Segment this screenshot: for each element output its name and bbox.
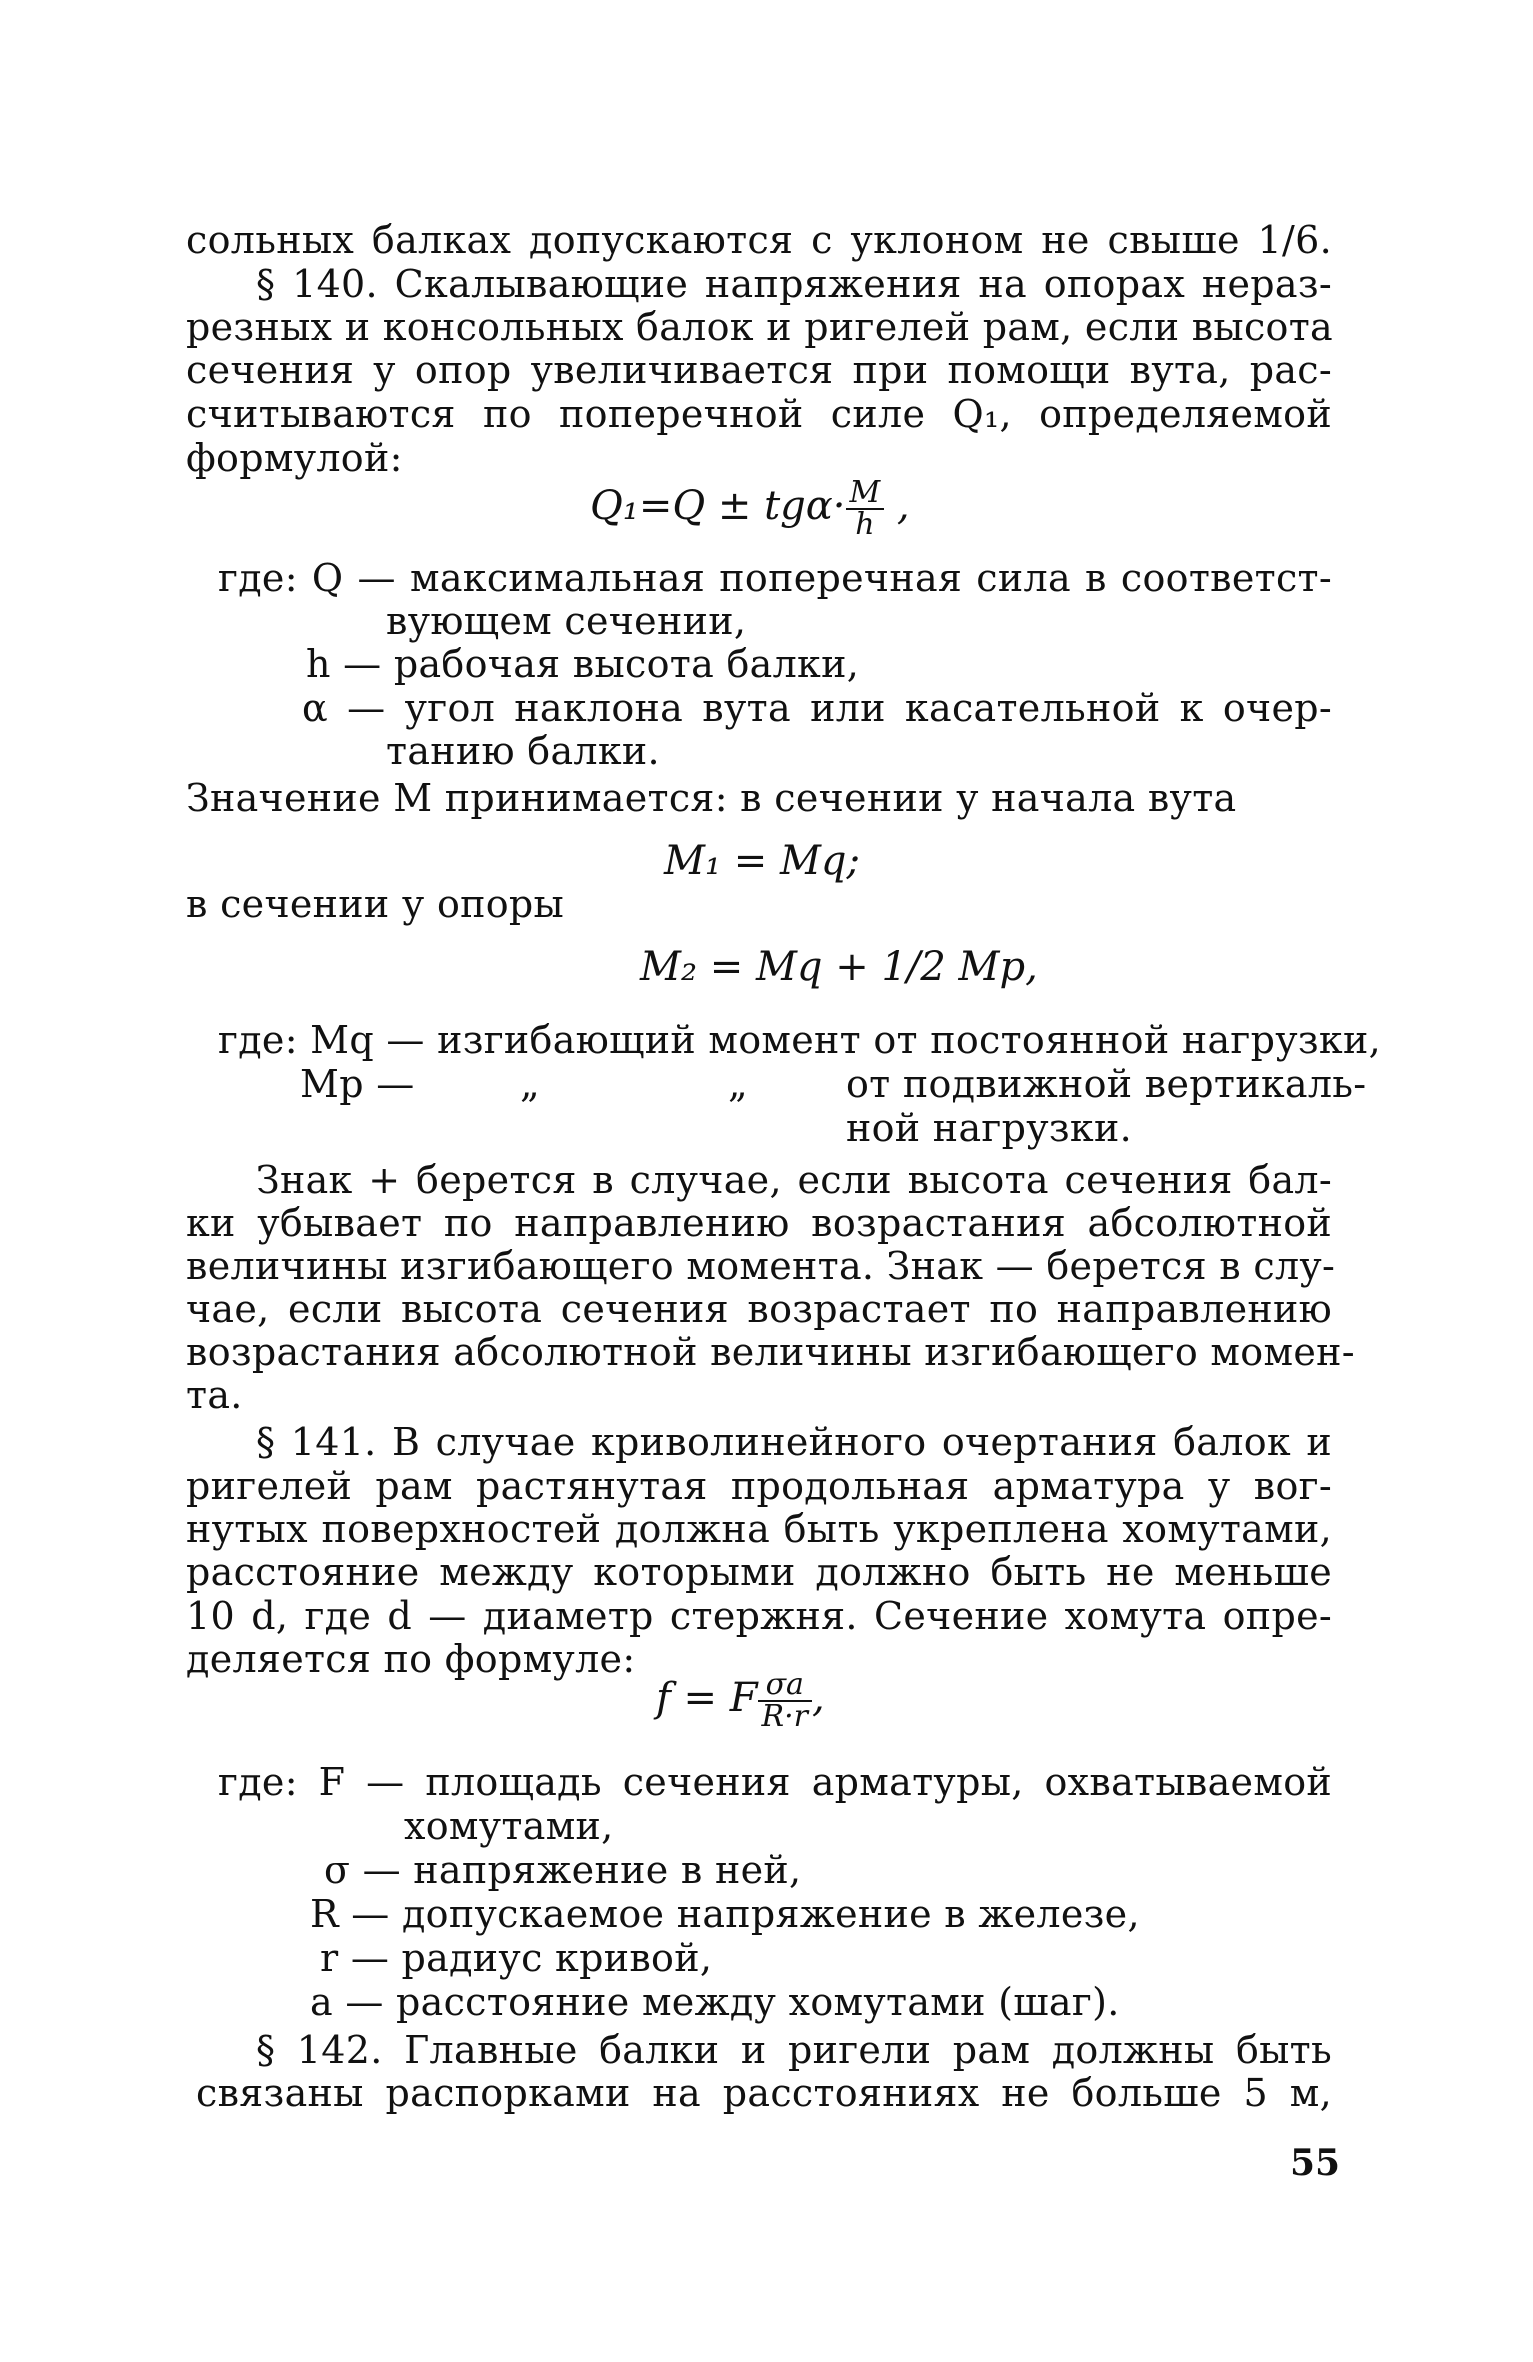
definition-line: h — рабочая высота балки,: [306, 642, 860, 686]
definition-line: ной нагрузки.: [846, 1106, 1132, 1150]
definition-line: R — допускаемое напряжение в железе,: [310, 1892, 1140, 1936]
formula-q1-numerator: M: [846, 478, 885, 510]
text-line: формулой:: [186, 436, 403, 480]
text-line: расстояние между которыми должно быть не меньше: [186, 1550, 1332, 1594]
formula-f-tail: ,: [811, 1675, 825, 1721]
text-line: сечения у опор увеличивается при помощи вута, рас-: [186, 348, 1332, 392]
text-line: считываются по поперечной силе Q₁, определяемой: [186, 392, 1332, 436]
formula-f-numerator: σa: [758, 1670, 812, 1702]
formula-q1-tail: ,: [884, 483, 910, 529]
text-line: связаны распорками на расстояниях не больше 5 м,: [196, 2071, 1332, 2115]
text-line: Значение M принимается: в сечении у начала вута: [186, 776, 1237, 820]
ditto-mark: „: [520, 1062, 540, 1106]
text-line: чае, если высота сечения возрастает по направлению: [186, 1287, 1332, 1331]
formula-m1: M₁ = Mq;: [664, 838, 860, 884]
formula-q1: [590, 475, 910, 542]
definition-line: где: Mq — изгибающий момент от постоянной нагрузки,: [218, 1018, 1381, 1062]
definition-line: от подвижной вертикаль-: [846, 1062, 1367, 1106]
definition-line: r — радиус кривой,: [320, 1936, 713, 1980]
text-line: 10 d, где d — диаметр стержня. Сечение хомута опре-: [186, 1594, 1332, 1638]
formula-m2: M₂ = Mq + 1/2 Mp,: [640, 944, 1038, 990]
text-line: та.: [186, 1373, 243, 1417]
text-line: в сечении у опоры: [186, 882, 565, 926]
page-number: 55: [1290, 2142, 1341, 2184]
text-line: § 140. Скалывающие напряжения на опорах нераз-: [256, 262, 1332, 306]
text-line: ригелей рам растянутая продольная арматура у вог-: [186, 1464, 1332, 1508]
text-line: § 142. Главные балки и ригели рам должны быть: [256, 2028, 1332, 2072]
text-line: нутых поверхностей должна быть укреплена хомутами,: [186, 1507, 1332, 1551]
formula-f: [656, 1667, 825, 1734]
formula-f-denominator: R·r: [761, 1699, 808, 1734]
text-line: деляется по формуле:: [186, 1637, 636, 1681]
definition-line: a — расстояние между хомутами (шаг).: [310, 1980, 1120, 2024]
text-line: сольных балках допускаются с уклоном не свыше 1/6.: [186, 218, 1332, 262]
definition-line: Mp —: [300, 1062, 415, 1106]
definition-line: α — угол наклона вута или касательной к очер-: [302, 686, 1332, 730]
text-line: § 141. В случае криволинейного очертания балок и: [256, 1420, 1332, 1464]
text-line: резных и консольных балок и ригелей рам, если высота: [186, 305, 1334, 349]
text-line: величины изгибающего момента. Знак — берется в слу-: [186, 1244, 1336, 1288]
formula-f-fraction: [758, 1667, 812, 1734]
text-line: ки убывает по направлению возрастания абсолютной: [186, 1201, 1332, 1245]
formula-f-lhs: f = F: [656, 1675, 758, 1721]
text-line: Знак + берется в случае, если высота сечения бал-: [256, 1158, 1332, 1202]
definition-line: танию балки.: [386, 729, 660, 773]
formula-q1-fraction: [846, 475, 885, 542]
ditto-mark: „: [728, 1062, 748, 1106]
definition-line: где: F — площадь сечения арматуры, охватываемой: [218, 1760, 1332, 1804]
text-line: возрастания абсолютной величины изгибающего момен-: [186, 1330, 1355, 1374]
definition-line: где: Q — максимальная поперечная сила в соответст-: [218, 556, 1332, 600]
formula-q1-lhs: Q₁=Q ± tgα·: [590, 483, 846, 529]
definition-line: хомутами,: [404, 1804, 614, 1848]
formula-q1-denominator: h: [855, 507, 875, 542]
definition-line: вующем сечении,: [386, 599, 747, 643]
definition-line: σ — напряжение в ней,: [324, 1848, 802, 1892]
